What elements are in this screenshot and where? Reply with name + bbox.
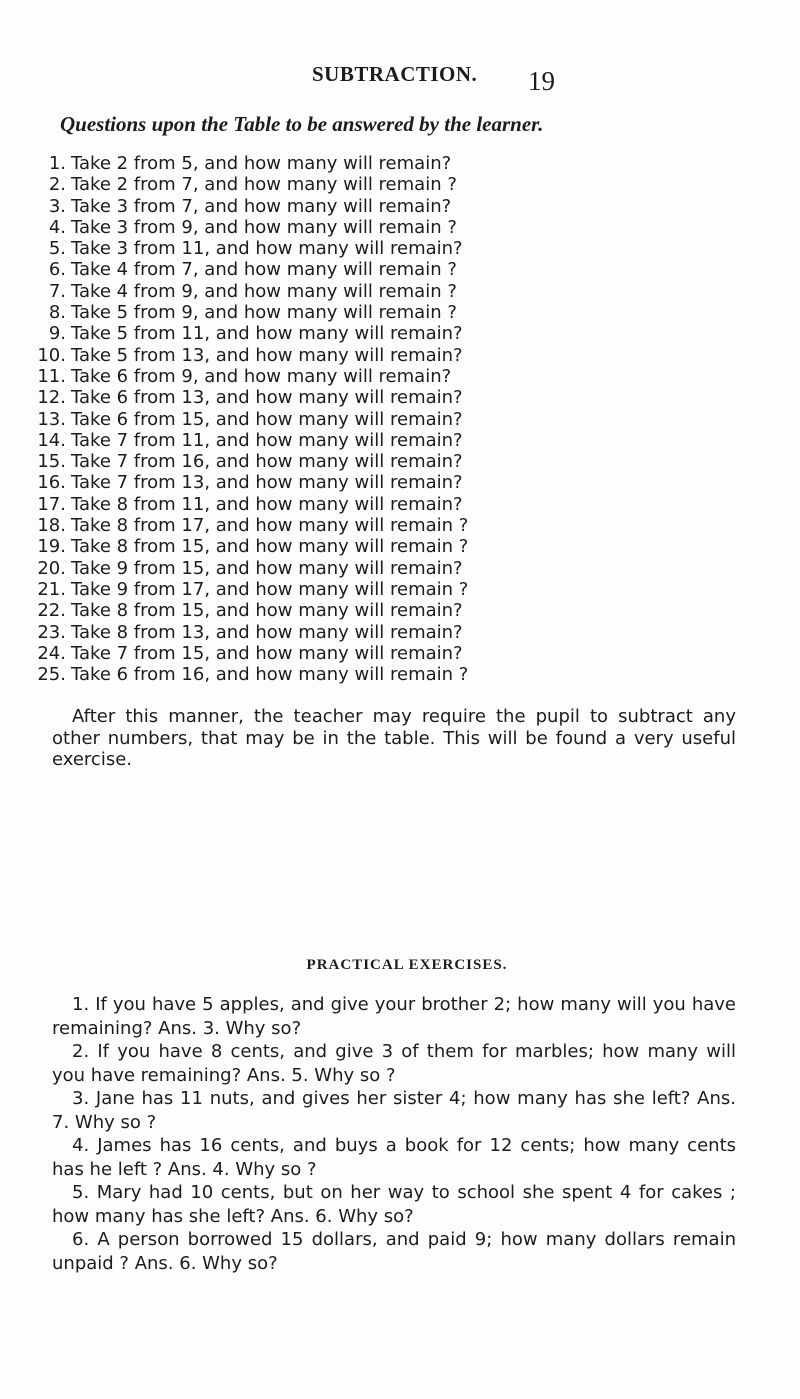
question-text: Take 5 from 11, and how many will remain? [71, 323, 463, 345]
question-number: 9. [48, 323, 66, 345]
question-number: 4. [48, 216, 66, 238]
question-item [30, 600, 750, 621]
question-number: 11. [37, 365, 66, 387]
question-text: Take 7 from 15, and how many will remain? [71, 642, 463, 664]
question-item [30, 664, 750, 685]
question-item [30, 472, 750, 493]
question-text: Take 7 from 13, and how many will remain? [71, 472, 463, 494]
question-number: 8. [48, 302, 66, 324]
practical-exercise: 6. A person borrowed 15 dollars, and paid 9; how many dollars remain unpaid ? Ans. 6. Why so? [52, 1229, 736, 1274]
question-item [30, 174, 750, 195]
question-text: Take 8 from 13, and how many will remain? [71, 621, 463, 643]
question-item [30, 451, 750, 472]
question-item [30, 238, 750, 259]
question-text: Take 9 from 15, and how many will remain? [71, 557, 463, 579]
question-text: Take 6 from 13, and how many will remain? [71, 387, 463, 409]
question-number: 3. [48, 195, 66, 217]
question-text: Take 3 from 7, and how many will remain? [71, 195, 452, 217]
question-item [30, 323, 750, 344]
question-text: Take 8 from 15, and how many will remain? [71, 600, 463, 622]
question-text: Take 2 from 7, and how many will remain ? [71, 174, 457, 196]
question-number: 18. [37, 515, 66, 537]
question-number: 1. [48, 153, 66, 174]
question-item [30, 217, 750, 238]
question-item [30, 259, 750, 280]
question-text: Take 5 from 13, and how many will remain? [71, 344, 463, 366]
question-number: 19. [37, 536, 66, 558]
question-item [30, 281, 750, 302]
practical-exercise: 4. James has 16 cents, and buys a book for 12 cents; how many cents has he left ? Ans. 4. Why so ? [52, 1135, 736, 1180]
question-number: 6. [48, 259, 66, 281]
practical-exercise: 1. If you have 5 apples, and give your brother 2; how many will you have remaining? Ans. 3. Why so? [52, 994, 736, 1039]
question-text: Take 2 from 5, and how many will remain? [71, 153, 452, 174]
question-number: 16. [37, 472, 66, 494]
running-head [0, 62, 800, 96]
question-item [30, 515, 750, 536]
question-item [30, 536, 750, 557]
question-text: Take 4 from 9, and how many will remain ? [71, 280, 457, 302]
question-text: Take 6 from 16, and how many will remain ? [71, 664, 469, 686]
question-number: 12. [37, 387, 66, 409]
question-number: 17. [37, 493, 66, 515]
question-item [30, 387, 750, 408]
question-item [30, 196, 750, 217]
question-list [30, 153, 750, 685]
question-text: Take 4 from 7, and how many will remain ? [71, 259, 457, 281]
page-number: 19 [528, 66, 555, 96]
question-text: Take 8 from 17, and how many will remain ? [71, 515, 469, 537]
question-text: Take 7 from 11, and how many will remain? [71, 429, 463, 451]
question-item [30, 345, 750, 366]
question-item [30, 153, 750, 174]
question-number: 13. [37, 408, 66, 430]
question-item [30, 558, 750, 579]
question-text: Take 9 from 17, and how many will remain ? [71, 578, 469, 600]
question-number: 22. [37, 600, 66, 622]
question-text: Take 6 from 15, and how many will remain? [71, 408, 463, 430]
question-text: Take 3 from 11, and how many will remain? [71, 238, 463, 260]
question-number: 20. [37, 557, 66, 579]
question-text: Take 6 from 9, and how many will remain? [71, 365, 452, 387]
questions-heading: Questions upon the Table to be answered by the learner. [60, 112, 544, 136]
question-number: 5. [48, 238, 66, 260]
question-number: 23. [37, 621, 66, 643]
question-text: Take 8 from 15, and how many will remain ? [71, 536, 469, 558]
question-item [30, 430, 750, 451]
question-item [30, 409, 750, 430]
question-text: Take 8 from 11, and how many will remain? [71, 493, 463, 515]
question-number: 14. [37, 429, 66, 451]
question-text: Take 7 from 16, and how many will remain? [71, 451, 463, 473]
question-item [30, 579, 750, 600]
teacher-note: After this manner, the teacher may require the pupil to subtract any other numbers, that may be in the table. This will be found a very useful exercise. [52, 706, 736, 770]
question-number: 21. [37, 578, 66, 600]
question-item [30, 366, 750, 387]
practical-exercise-list [52, 993, 736, 1275]
running-title: SUBTRACTION. [312, 62, 478, 86]
question-number: 2. [48, 174, 66, 196]
question-text: Take 5 from 9, and how many will remain ? [71, 302, 457, 324]
question-number: 15. [37, 451, 66, 473]
practical-exercise: 5. Mary had 10 cents, but on her way to school she spent 4 for cakes ; how many has she left? Ans. 6. Why so? [52, 1182, 736, 1227]
question-item [30, 643, 750, 664]
question-item [30, 302, 750, 323]
question-text: Take 3 from 9, and how many will remain ? [71, 216, 457, 238]
question-number: 7. [48, 280, 66, 302]
practical-exercise: 3. Jane has 11 nuts, and gives her sister 4; how many has she left? Ans. 7. Why so ? [52, 1088, 736, 1133]
question-number: 24. [37, 642, 66, 664]
question-item [30, 494, 750, 515]
question-number: 25. [37, 664, 66, 686]
question-number: 10. [37, 344, 66, 366]
practical-exercise: 2. If you have 8 cents, and give 3 of them for marbles; how many will you have remaining? Ans. 5. Why so ? [52, 1041, 736, 1086]
practical-exercises-heading: PRACTICAL EXERCISES. [306, 957, 508, 973]
question-item [30, 622, 750, 643]
